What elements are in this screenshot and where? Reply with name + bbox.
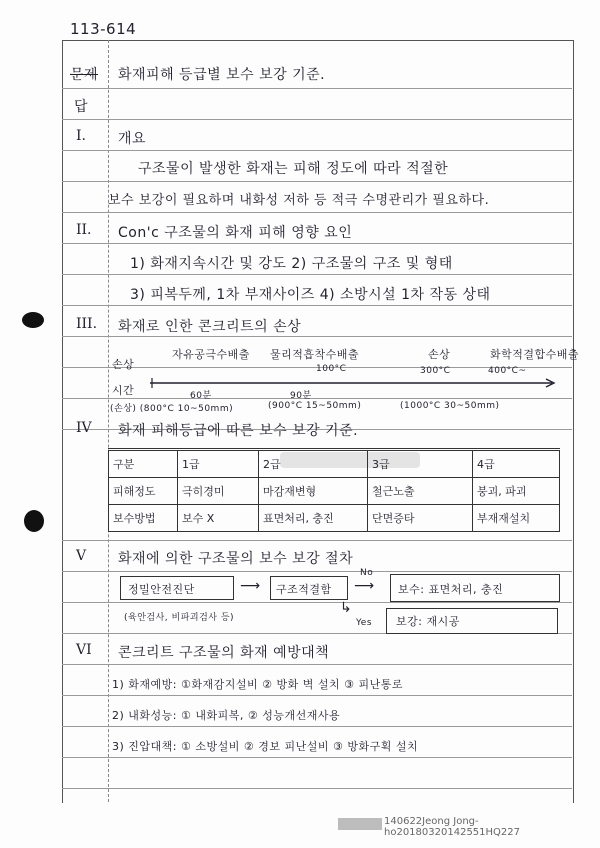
- damage-temp-1: 100°C: [316, 364, 347, 374]
- page-number: 113-614: [70, 20, 137, 38]
- damage-stage-4: 화학적결합수배출: [490, 348, 580, 361]
- procedure-no-label: No: [360, 568, 374, 578]
- section-6-number: VI: [76, 642, 92, 658]
- grade-table-row: [109, 478, 560, 505]
- procedure-step-2: 구조적결함: [276, 583, 332, 596]
- question-text: 화재피해 등급별 보수 보강 기준.: [118, 67, 326, 83]
- procedure-result-no: 보수: 표면처리, 충진: [398, 583, 504, 596]
- damage-time-note-1: (손상) (800°C 10~50mm): [110, 404, 234, 414]
- section-3-title: 화재로 인한 콘크리트의 손상: [118, 319, 302, 335]
- prevention-line-3: 3) 진압대책: ① 소방설비 ② 경보 피난설비 ③ 방화구획 설치: [112, 740, 419, 753]
- section-5-title: 화재에 의한 구조물의 보수 보강 절차: [118, 551, 354, 567]
- grade-cell: 보수 X: [178, 505, 259, 532]
- section-3-number: III.: [76, 316, 98, 332]
- grade-cell: 표면처리, 충진: [259, 505, 368, 532]
- margin-line: [108, 40, 109, 802]
- factor-line-2: 3) 피복두께, 1차 부재사이즈 4) 소방시설 1차 작동 상태: [130, 287, 491, 303]
- grade-header-cell: 3급: [368, 450, 473, 478]
- section-1-title: 개요: [118, 131, 147, 147]
- prevention-line-2: 2) 내화성능: ① 내화피복, ② 성능개선재사용: [112, 709, 341, 722]
- grade-cell: 보수방법: [109, 505, 178, 532]
- section-2-number: II.: [76, 222, 92, 238]
- grade-header-cell: 4급: [473, 450, 560, 478]
- overview-line-1: 구조물이 발생한 화재는 피해 정도에 따라 적절한: [138, 161, 449, 177]
- procedure-yes-label: Yes: [356, 618, 373, 628]
- grade-cell: 단면증타: [368, 505, 473, 532]
- damage-stage-1: 자유공극수배출: [172, 348, 250, 361]
- damage-stage-2: 물리적흡착수배출: [270, 348, 360, 361]
- grade-header-cell: 구분: [109, 450, 178, 478]
- footer-code: 140622Jeong Jong-ho20180320142551HQ227: [384, 816, 521, 838]
- grade-cell: 극히경미: [178, 478, 259, 505]
- procedure-result-yes: 보강: 재시공: [396, 615, 460, 628]
- damage-time-note-3: (1000°C 30~50mm): [400, 401, 500, 411]
- section-1-number: I.: [76, 128, 86, 144]
- grade-cell: 피해정도: [109, 478, 178, 505]
- grade-table-header-row: [109, 450, 560, 478]
- arrow-down-right-icon: ↳: [340, 600, 352, 616]
- grade-cell: 마감재변형: [259, 478, 368, 505]
- grade-cell: 부재재설치: [473, 505, 560, 532]
- grade-cell: 철근노출: [368, 478, 473, 505]
- damage-time-start: 60분: [190, 391, 212, 401]
- overview-line-2: 보수 보강이 필요하며 내화성 저하 등 적극 수명관리가 필요하다.: [108, 193, 490, 208]
- binder-hole-top: [22, 312, 44, 328]
- section-4-title: 화재 피해등급에 따른 보수 보강 기준.: [118, 423, 359, 439]
- section-5-number: V: [76, 548, 87, 564]
- prevention-line-1: 1) 화재예방: ①화재감지설비 ② 방화 벽 설치 ③ 피난통로: [112, 678, 403, 691]
- answer-label: 답: [74, 99, 89, 115]
- section-6-title: 콘크리트 구조물의 화재 예방대책: [118, 645, 330, 661]
- damage-temp-3: 400°C~: [488, 366, 527, 376]
- arrow-right-icon: ⟶: [354, 578, 375, 594]
- question-label: 문제: [70, 67, 99, 83]
- damage-time-mid: 90분: [290, 391, 312, 401]
- damage-timeline-arrow: [150, 378, 560, 388]
- damage-temp-2: 300°C: [420, 366, 451, 376]
- grade-header-cell: 2급: [259, 450, 368, 478]
- damage-row-label-bottom: 시간: [112, 384, 135, 397]
- factor-line-1: 1) 화재지속시간 및 강도 2) 구조물의 구조 및 형태: [130, 256, 453, 272]
- arrow-right-icon: ⟶: [240, 578, 261, 594]
- grade-table: [108, 448, 560, 532]
- procedure-note: (육안검사, 비파괴검사 등): [124, 613, 235, 623]
- grade-cell: 붕괴, 파괴: [473, 478, 560, 505]
- binder-hole-bottom: [24, 510, 44, 532]
- grade-header-cell: 1급: [178, 450, 259, 478]
- grade-table-row: [109, 505, 560, 532]
- damage-row-label-top: 손상: [112, 358, 135, 371]
- section-4-number: IV: [76, 420, 92, 436]
- damage-stage-3: 손상: [428, 348, 451, 361]
- procedure-step-1: 정밀안전진단: [128, 583, 195, 596]
- damage-time-note-2: (900°C 15~50mm): [268, 401, 362, 411]
- section-2-title: Con'c 구조물의 화재 피해 영향 요인: [118, 225, 353, 241]
- footer-redaction-bar: [338, 818, 382, 830]
